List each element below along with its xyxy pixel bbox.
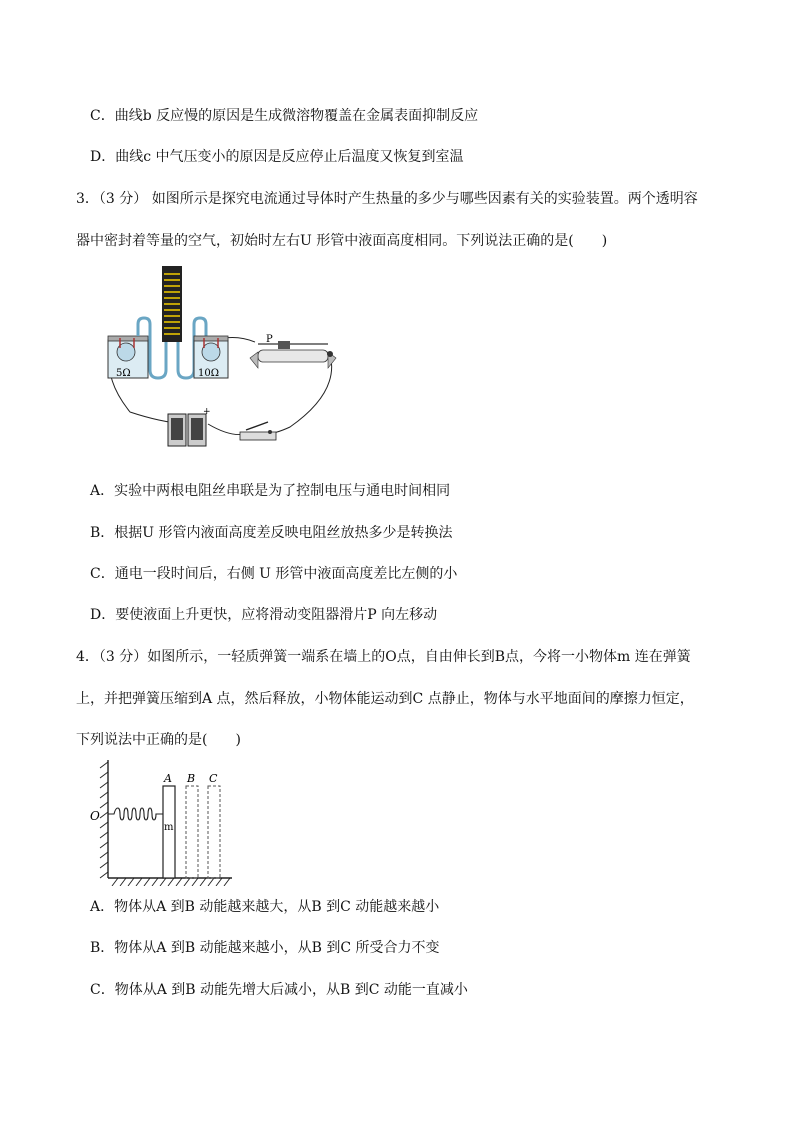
left-resistor-label: 5Ω xyxy=(116,368,131,379)
q3-circuit-figure xyxy=(90,262,350,467)
label-o: O xyxy=(90,809,100,823)
q4-stem-line2: 上，并把弹簧压缩到A 点，然后释放，小物体能运动到C 点静止，物体与水平地面间的摩擦力恒定， xyxy=(76,691,694,707)
q4-option-c: C．物体从A 到B 动能先增大后减小，从B 到C 动能一直减小 xyxy=(90,982,468,998)
q4-stem-line3: 下列说法中正确的是( ) xyxy=(76,732,241,748)
right-resistor-label: 10Ω xyxy=(198,368,220,379)
label-a: A xyxy=(164,772,172,785)
q2-option-c: C．曲线b 反应慢的原因是生成微溶物覆盖在金属表面抑制反应 xyxy=(90,108,479,124)
q3-option-d: D．要使液面上升更快，应将滑动变阻器滑片P 向左移动 xyxy=(90,607,438,623)
label-b: B xyxy=(187,772,196,785)
q3-stem-line2: 器中密封着等量的空气，初始时左右U 形管中液面高度相同。下列说法正确的是( ) xyxy=(76,233,608,249)
label-c: C xyxy=(209,772,218,785)
q4-option-a: A．物体从A 到B 动能越来越大，从B 到C 动能越来越小 xyxy=(90,899,440,915)
slider-label: P xyxy=(266,334,273,345)
q3-option-b: B．根据U 形管内液面高度差反映电阻丝放热多少是转换法 xyxy=(90,525,453,541)
q4-option-b: B．物体从A 到B 动能越来越小，从B 到C 所受合力不变 xyxy=(90,940,440,956)
q4-stem-line1: 4．（3 分）如图所示，一轻质弹簧一端系在墙上的O点，自由伸长到B点，今将一小物体m 连在弹簧 xyxy=(76,649,691,665)
q2-option-d: D．曲线c 中气压变小的原因是反应停止后温度又恢复到室温 xyxy=(90,149,464,165)
q3-option-c: C．通电一段时间后，右侧 U 形管中液面高度差比左侧的小 xyxy=(90,566,458,582)
q3-stem-line1: 3．（3 分） 如图所示是探究电流通过导体时产生热量的多少与哪些因素有关的实验装置。两个透明容 xyxy=(76,191,698,207)
q3-option-a: A．实验中两根电阻丝串联是为了控制电压与通电时间相同 xyxy=(90,483,451,499)
label-m: m xyxy=(164,822,174,833)
battery-plus-label: + xyxy=(203,407,211,417)
q4-spring-figure xyxy=(86,758,236,886)
